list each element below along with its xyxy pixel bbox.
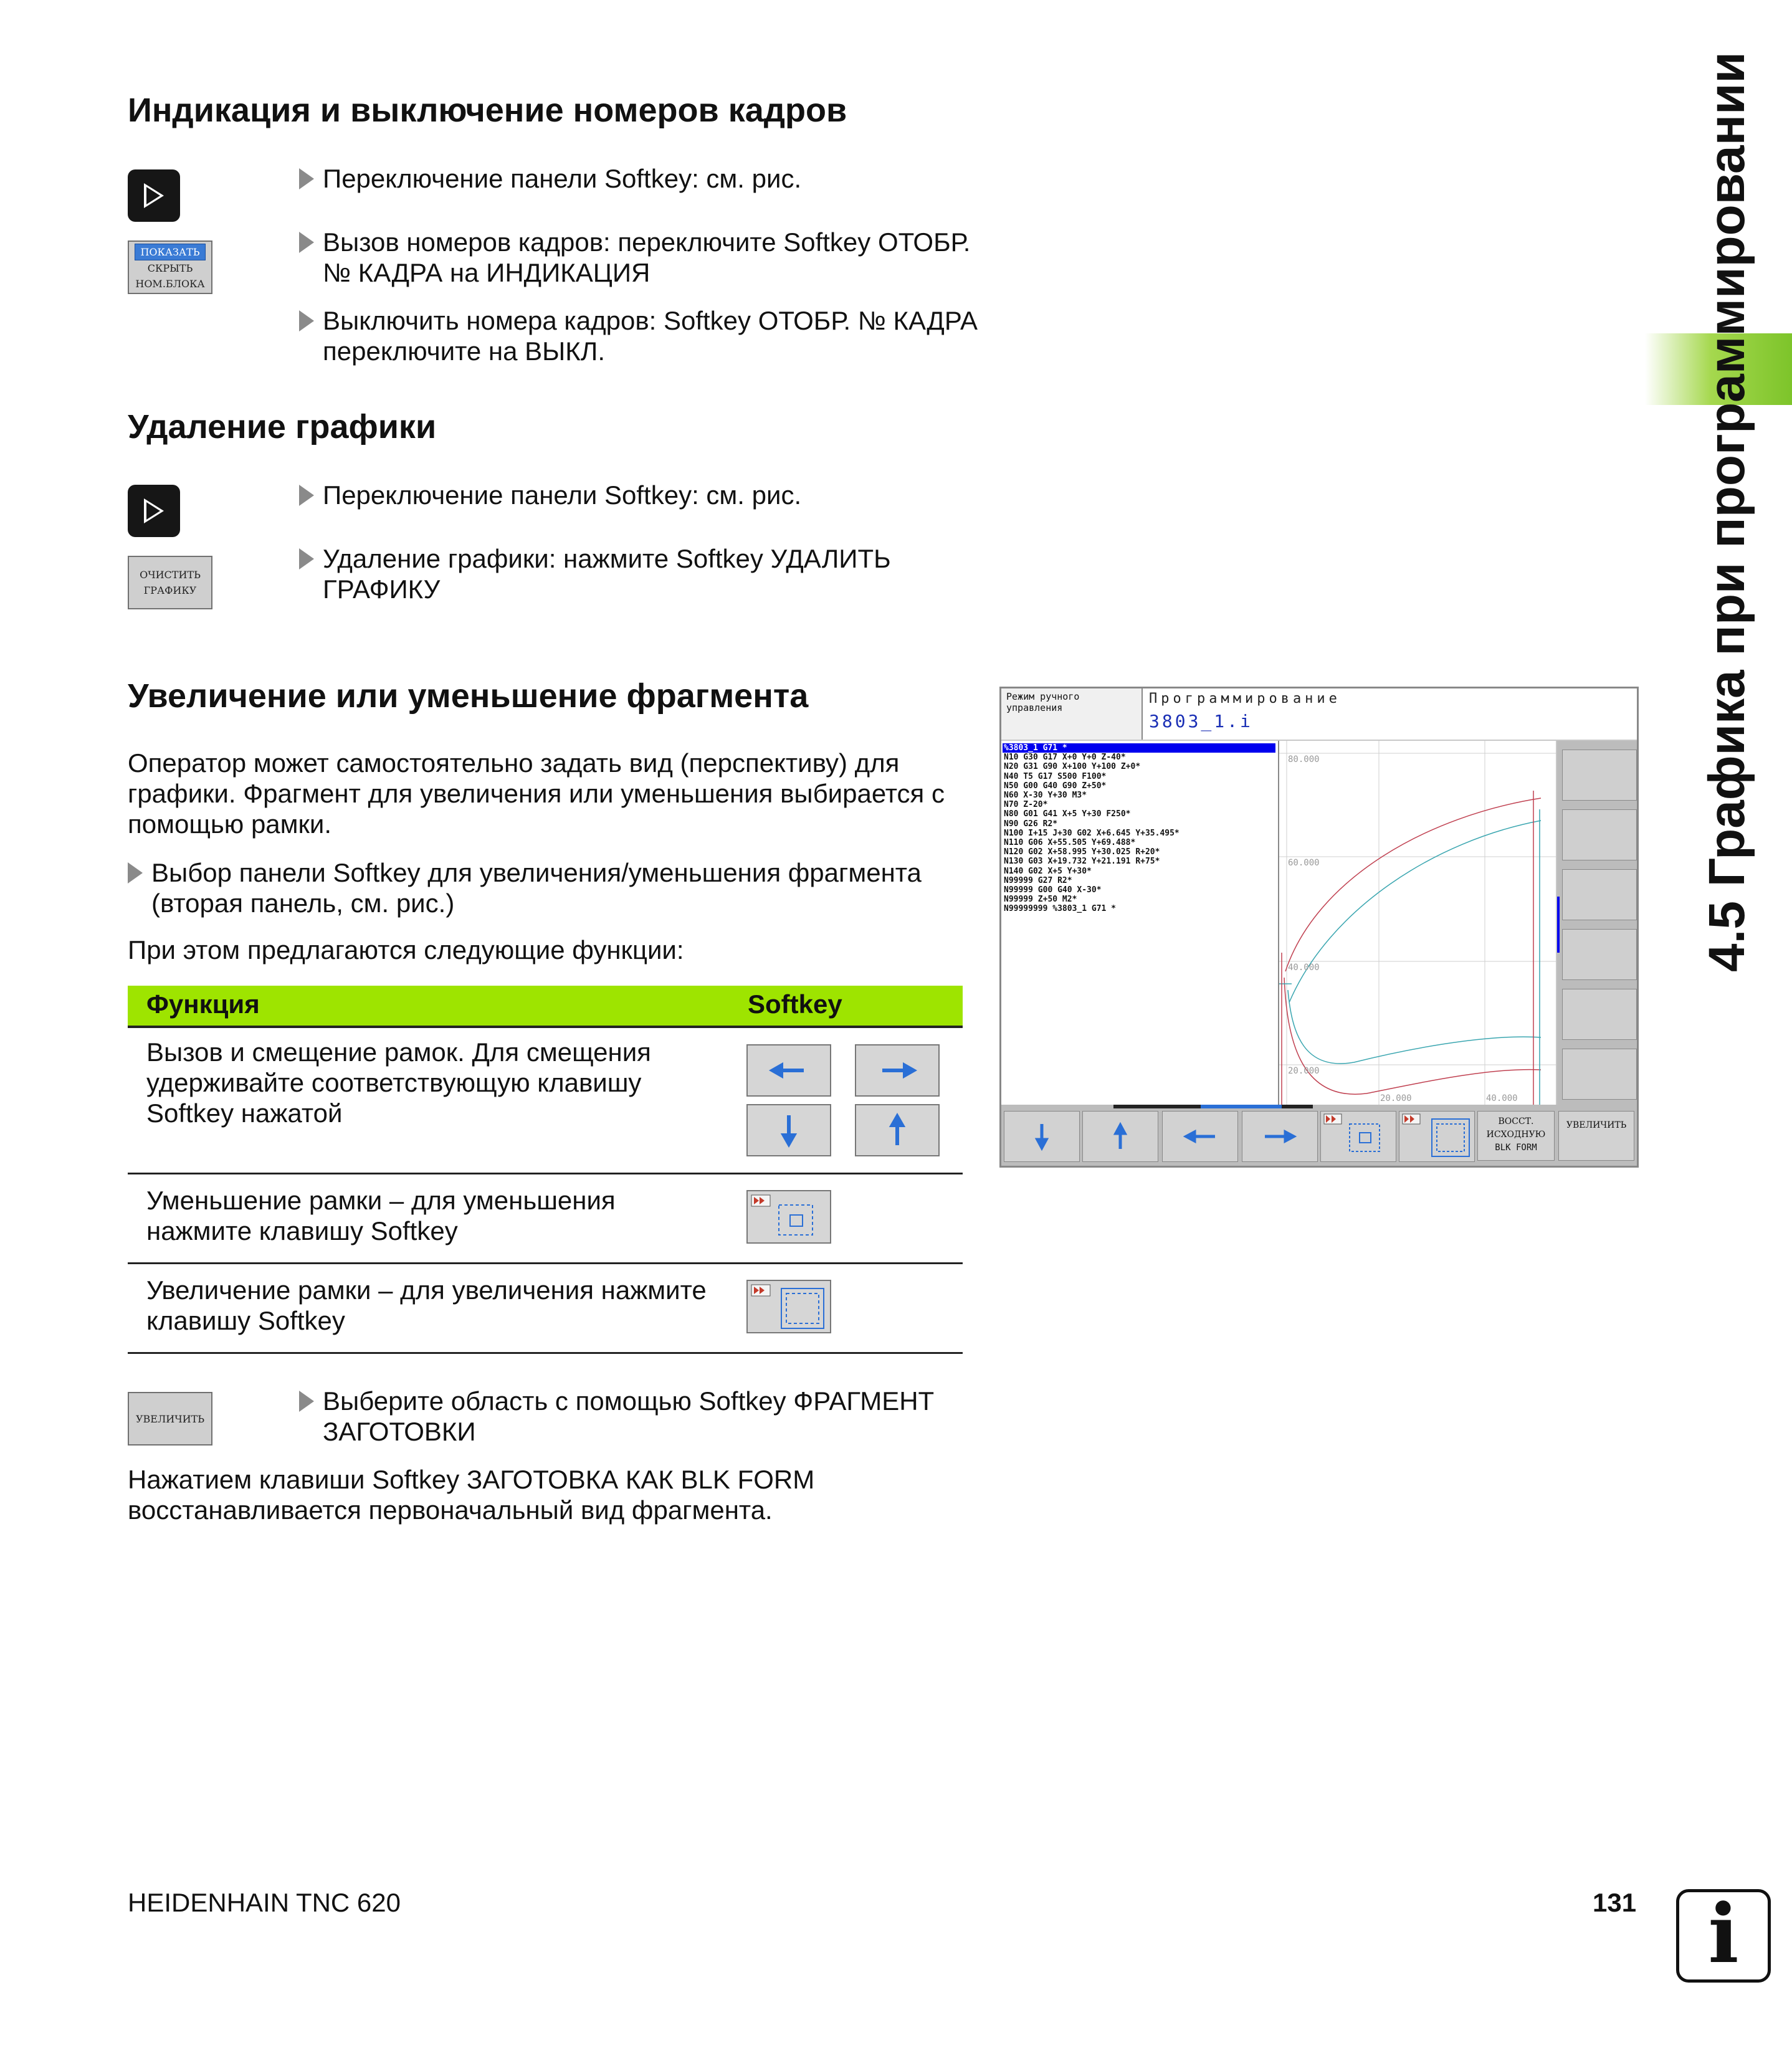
intro-paragraph: Оператор может самостоятельно задать вид (перспективу) для графики. Фрагмент для увеличения или уменьшения выбирается с помощью рамки. [128, 748, 945, 839]
screen-softkey-down[interactable] [1004, 1111, 1080, 1162]
chapter-title: 4.5 Графика при программировании [1699, 52, 1755, 972]
table-row-grow-frame: Увеличение рамки – для увеличения нажмите клавишу Softkey [146, 1275, 707, 1335]
table-rule [128, 1026, 963, 1028]
program-line[interactable]: N20 G31 G90 X+100 Y+100 Z+0* [1004, 762, 1141, 772]
tnc-screen [999, 687, 1639, 1168]
program-line[interactable]: N10 G30 G17 X+0 Y+0 Z-40* [1004, 753, 1126, 763]
grow-frame-icon [748, 1281, 830, 1332]
info-icon: i [1676, 1889, 1771, 1983]
program-line[interactable]: N120 G02 X+58.995 Y+30.025 R+20* [1004, 847, 1160, 857]
shrink-frame-icon [1321, 1112, 1396, 1161]
arrow-up-icon [1083, 1112, 1158, 1161]
bullet: Выключить номера кадров: Softkey ОТОБР. № КАДРА переключите на ВЫКЛ. [299, 305, 978, 366]
softkey-bar [1001, 1105, 1637, 1166]
bullet: Переключение панели Softkey: см. рис. [299, 480, 978, 510]
softkey-grow-frame[interactable] [746, 1280, 831, 1333]
graphics-plot [1279, 741, 1556, 1105]
vertical-softkey[interactable] [1562, 809, 1637, 860]
y-axis-label: 20.000 [1288, 1066, 1320, 1076]
program-line[interactable]: N70 Z-20* [1004, 800, 1048, 810]
vertical-softkey[interactable] [1562, 929, 1637, 980]
softkey-shrink-frame[interactable] [746, 1190, 831, 1244]
vertical-softkey[interactable] [1562, 1049, 1637, 1100]
section-title-zoom: Увеличение или уменьшение фрагмента [128, 677, 809, 715]
next-softkey-row-key[interactable] [128, 169, 180, 222]
vertical-softkey[interactable] [1562, 989, 1637, 1040]
table-header [128, 986, 963, 1026]
bullet: Вызов номеров кадров: переключите Softkey ОТОБР. № КАДРА на ИНДИКАЦИЯ [299, 227, 978, 288]
show-hide-block-softkey[interactable]: ПОКАЗАТЬ СКРЫТЬ НОМ.БЛОКА [128, 241, 212, 294]
table-rule [128, 1352, 963, 1354]
vertical-softkey[interactable] [1562, 869, 1637, 920]
screen-softkey-shrink[interactable] [1320, 1111, 1396, 1162]
y-axis-label: 60.000 [1288, 858, 1320, 868]
program-line[interactable]: N140 G02 X+5 Y+30* [1004, 866, 1092, 876]
screen-softkey-left[interactable] [1162, 1111, 1238, 1162]
bullet-arrow-icon [299, 168, 314, 189]
arrow-down-icon [748, 1105, 830, 1155]
screen-header: Программирование 3803_1.i [1143, 688, 1637, 740]
table-rule [128, 1173, 963, 1174]
zoom-softkey[interactable]: УВЕЛИЧИТЬ [128, 1392, 212, 1446]
program-line[interactable]: N100 I+15 J+30 G02 X+6.645 Y+35.495* [1004, 828, 1180, 838]
table-row-move-frame: Вызов и смещение рамок. Для смещения удерживайте соответствующую клавишу Softkey нажатой [146, 1037, 651, 1128]
y-axis-label: 40.000 [1288, 963, 1320, 973]
x-axis-label: 20.000 [1380, 1093, 1412, 1103]
arrow-left-icon [748, 1045, 830, 1095]
clear-graphics-softkey[interactable]: ОЧИСТИТЬ ГРАФИКУ [128, 556, 212, 609]
program-line[interactable]: N99999 Z+50 M2* [1004, 895, 1077, 905]
closing-paragraph: Нажатием клавиши Softkey ЗАГОТОВКА КАК BLK FORM восстанавливается первоначальный вид фрагмента. [128, 1465, 815, 1525]
bullet-arrow-icon [299, 232, 314, 253]
program-line[interactable]: N99999999 %3803_1 G71 * [1004, 904, 1117, 914]
bullet-arrow-icon [299, 548, 314, 569]
table-row-shrink-frame: Уменьшение рамки – для уменьшения нажмите клавишу Softkey [146, 1186, 616, 1245]
mode-label-box: Режим ручного управления [1001, 688, 1143, 740]
section-title-clear-graphics: Удаление графики [128, 408, 437, 445]
program-line[interactable]: N130 G03 X+19.732 Y+21.191 R+75* [1004, 857, 1160, 867]
next-softkey-row-key[interactable] [128, 485, 180, 537]
softkey-arrow-left[interactable] [746, 1044, 831, 1097]
bullet-arrow-icon [299, 310, 314, 331]
header-function: Функция [146, 989, 260, 1019]
program-line[interactable]: N99999 G00 G40 X-30* [1004, 885, 1102, 895]
vertical-softkey[interactable] [1562, 750, 1637, 801]
graphics-panel [1279, 741, 1556, 1105]
program-line[interactable]: N99999 G27 R2* [1004, 875, 1072, 885]
bullet-arrow-icon [299, 485, 314, 506]
table-rule [128, 1262, 963, 1264]
arrow-left-icon [1163, 1112, 1237, 1161]
page-number: 131 [1593, 1888, 1637, 1917]
screen-softkey-grow[interactable] [1399, 1111, 1475, 1162]
arrow-up-icon [856, 1105, 938, 1155]
bullet: Выбор панели Softkey для увеличения/уменьшения фрагмента (вторая панель, см. рис.) [128, 857, 981, 918]
program-listing [1003, 743, 1275, 914]
grow-frame-icon [1399, 1112, 1474, 1161]
y-axis-label: 80.000 [1288, 755, 1320, 764]
softkey-arrow-up[interactable] [855, 1104, 940, 1156]
softkey-arrow-down[interactable] [746, 1104, 831, 1156]
arrow-down-icon [1004, 1112, 1079, 1161]
section-title-block-numbers: Индикация и выключение номеров кадров [128, 92, 847, 129]
shrink-frame-icon [748, 1191, 830, 1242]
softkey-arrow-right[interactable] [855, 1044, 940, 1097]
arrow-right-icon [1242, 1112, 1317, 1161]
header-softkey: Softkey [748, 989, 842, 1019]
scroll-indicator [1557, 897, 1560, 953]
softkey-row-indicator-active [1201, 1105, 1282, 1108]
bullet-arrow-icon [299, 1391, 314, 1412]
footer-product: HEIDENHAIN TNC 620 [128, 1888, 401, 1917]
bullet: Выберите область с помощью Softkey ФРАГМЕНТ ЗАГОТОВКИ [299, 1386, 978, 1447]
bullet-arrow-icon [128, 862, 143, 883]
program-line[interactable]: N60 X-30 Y+30 M3* [1004, 791, 1087, 801]
program-panel [1001, 741, 1279, 1105]
screen-softkey-restore-blk-form[interactable]: ВОССТ. ИСХОДНУЮ BLK FORM [1477, 1111, 1555, 1161]
bullet: Удаление графики: нажмите Softkey УДАЛИТЬ ГРАФИКУ [299, 543, 978, 604]
functions-lead: При этом предлагаются следующие функции: [128, 935, 684, 964]
screen-softkey-right[interactable] [1242, 1111, 1318, 1162]
screen-softkey-zoom[interactable]: УВЕЛИЧИТЬ [1558, 1111, 1634, 1161]
program-line[interactable]: N80 G01 G41 X+5 Y+30 F250* [1004, 809, 1131, 819]
program-line[interactable]: N110 G06 X+55.505 Y+69.488* [1004, 838, 1136, 848]
program-line[interactable]: N90 G26 R2* [1004, 819, 1058, 829]
program-line[interactable]: N50 G00 G40 G90 Z+50* [1004, 781, 1107, 791]
vertical-softkey-column [1557, 741, 1637, 1105]
bullet: Переключение панели Softkey: см. рис. [299, 163, 978, 194]
x-axis-label: 40.000 [1486, 1093, 1518, 1103]
screen-softkey-up[interactable] [1082, 1111, 1158, 1162]
program-line[interactable]: %3803_1 G71 * [1003, 743, 1275, 753]
arrow-right-icon [856, 1045, 938, 1095]
program-line[interactable]: N40 T5 G17 S500 F100* [1004, 771, 1107, 781]
